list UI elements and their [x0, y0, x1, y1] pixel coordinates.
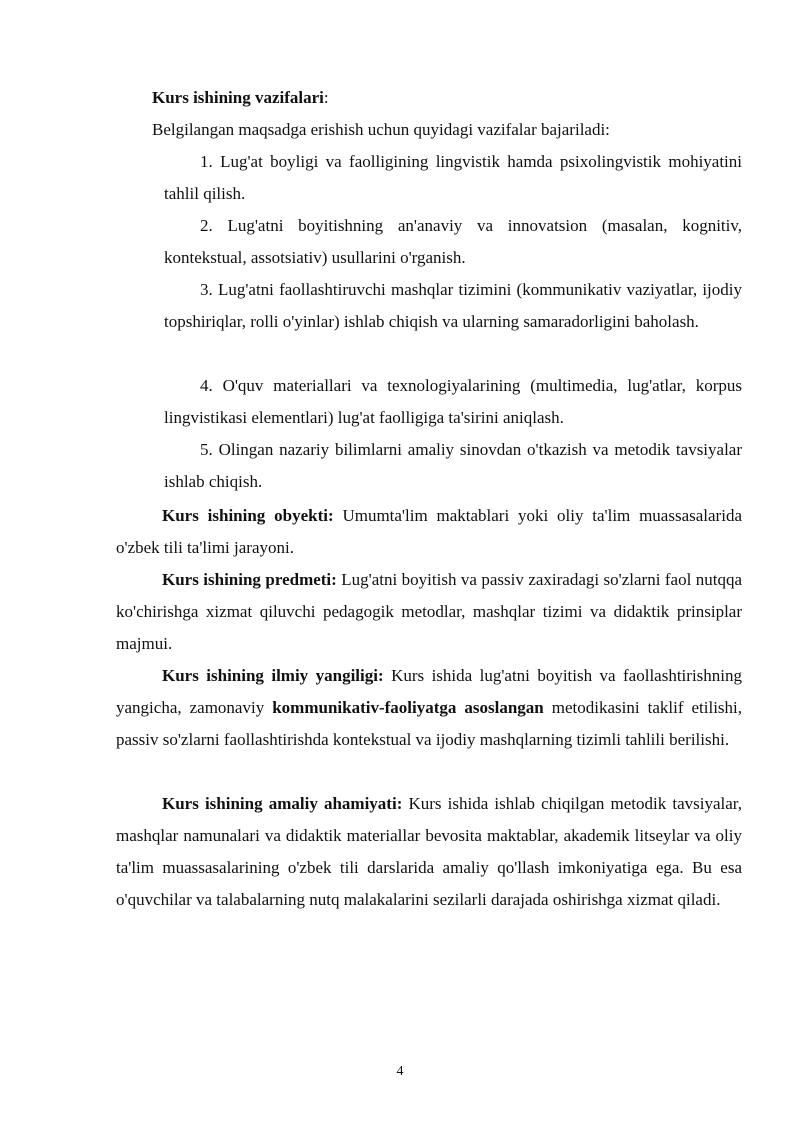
practical-paragraph	[116, 788, 742, 916]
practical-label: Kurs ishining amaliy ahamiyati:	[162, 794, 403, 813]
object-paragraph	[116, 500, 742, 564]
subject-paragraph	[116, 564, 742, 660]
task-item-5	[164, 434, 742, 498]
task-text: Lug'atni boyitishning an'anaviy va innovatsion (masalan, kognitiv, kontekstual, assotsiativ) usullarini o'rganish.	[164, 216, 743, 267]
tasks-heading-colon: :	[323, 88, 329, 107]
novelty-text-before: Kurs ishida lug'atni boyitish va faollashtirishning yangicha, zamonaviy	[116, 666, 743, 717]
task-item-4	[164, 370, 742, 434]
novelty-emphasis: kommunikativ-faoliyatga asoslangan	[272, 698, 544, 717]
task-text: O'quv materiallari va texnologiyalarining (multimedia, lug'atlar, korpus lingvistikasi elementlari) lug'at faolligiga ta'sirini aniqlash.	[164, 376, 743, 427]
subject-label: Kurs ishining predmeti:	[162, 570, 337, 589]
tasks-intro: Belgilangan maqsadga erishish uchun quyidagi vazifalar bajariladi:	[152, 120, 610, 139]
object-label: Kurs ishining obyekti:	[162, 506, 334, 525]
novelty-label: Kurs ishining ilmiy yangiligi:	[162, 666, 384, 685]
task-text: Lug'atni faollashtiruvchi mashqlar tizimini (kommunikativ vaziyatlar, ijodiy topshiriqlar, rolli o'yinlar) ishlab chiqish va ularning samaradorligini baholash.	[164, 280, 743, 331]
task-text: Olingan nazariy bilimlarni amaliy sinovdan o'tkazish va metodik tavsiyalar ishlab chiqish.	[164, 440, 743, 491]
page-number: 4	[396, 1064, 404, 1079]
task-item-1	[164, 146, 742, 210]
task-number: 3.	[200, 280, 213, 299]
task-number: 1.	[200, 152, 213, 171]
task-number: 4.	[200, 376, 213, 395]
task-item-2	[164, 210, 742, 274]
task-number: 2.	[200, 216, 213, 235]
task-item-3	[164, 274, 742, 338]
tasks-heading	[152, 82, 329, 114]
novelty-text-after: metodikasini taklif etilishi, passiv so'zlarni faollashtirishda kontekstual va ijodiy mashqlarning tizimli tahlili berilishi.	[116, 698, 743, 749]
novelty-paragraph	[116, 660, 742, 756]
tasks-heading-label: Kurs ishining vazifalari	[152, 88, 324, 107]
practical-text: Kurs ishida ishlab chiqilgan metodik tavsiyalar, mashqlar namunalari va didaktik materiallar bevosita maktablar, akademik litseylar va oliy ta'lim muassasalarining o'zbek tili darslarida amaliy qo'llash imkoniyatiga ega. Bu esa o'quvchilar va talabalarning nutq malakalarini sezilarli darajada oshirishga xizmat qiladi.	[116, 794, 742, 909]
task-number: 5.	[200, 440, 213, 459]
task-text: Lug'at boyligi va faolligining lingvistik hamda psixolingvistik mohiyatini tahlil qilish.	[164, 152, 743, 203]
object-text: Umumta'lim maktablari yoki oliy ta'lim muassasalarida o'zbek tili ta'limi jarayoni.	[116, 506, 742, 557]
subject-text: Lug'atni boyitish va passiv zaxiradagi so'zlarni faol nutqqa ko'chirishga xizmat qiluvchi pedagogik metodlar, mashqlar tizimi va didaktik prinsiplar majmui.	[116, 570, 743, 653]
